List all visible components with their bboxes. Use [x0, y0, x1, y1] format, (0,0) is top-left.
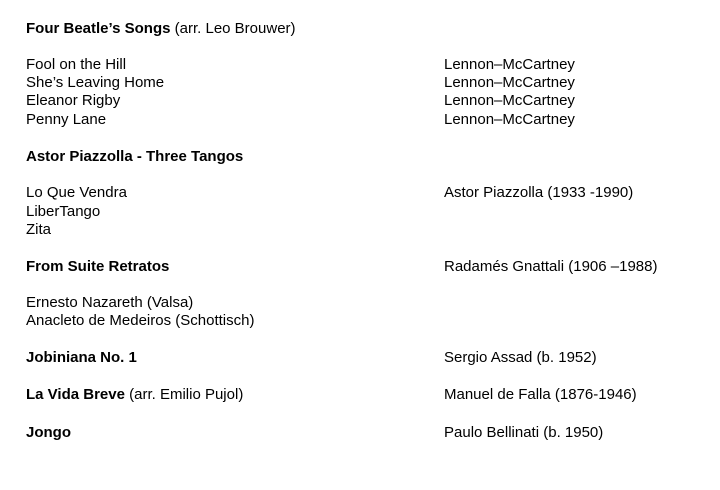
piece-row [26, 311, 706, 330]
section-heading-four-beatles-songs [26, 19, 706, 38]
section-heading-jongo [26, 423, 706, 442]
section-composer: Radamés Gnattali (1906 –1988) [444, 258, 658, 275]
section-title: Jobiniana No. 1 [26, 349, 137, 366]
piece-row [26, 91, 706, 110]
piece-title: Penny Lane [26, 111, 107, 128]
section-heading-jobiniana [26, 348, 706, 367]
section-title: Four Beatle’s Songs [26, 20, 171, 37]
section-title: Jongo [26, 424, 71, 441]
piece-title: Fool on the Hill [26, 56, 127, 73]
piece-row [26, 110, 706, 129]
section-composer: Sergio Assad (b. 1952) [444, 349, 597, 366]
piece-title: She’s Leaving Home [26, 74, 165, 91]
piece-row [26, 55, 706, 74]
piece-composer: Lennon–McCartney [444, 74, 575, 91]
piece-composer: Lennon–McCartney [444, 92, 575, 109]
piece-row [26, 202, 706, 221]
piece-title: Eleanor Rigby [26, 92, 121, 109]
section-heading-la-vida-breve [26, 385, 706, 404]
section-heading-three-tangos [26, 147, 706, 166]
piece-title: Lo Que Vendra [26, 184, 127, 201]
section-composer: Paulo Bellinati (b. 1950) [444, 424, 604, 441]
section-arrangement-note: (arr. Leo Brouwer) [170, 20, 296, 37]
section-title: La Vida Breve [26, 386, 125, 403]
piece-row [26, 293, 706, 312]
piece-row [26, 183, 706, 202]
piece-composer: Lennon–McCartney [444, 56, 575, 73]
section-heading-suite-retratos [26, 257, 706, 276]
piece-title: LiberTango [26, 203, 101, 220]
piece-row [26, 73, 706, 92]
piece-title: Ernesto Nazareth (Valsa) [26, 294, 194, 311]
piece-composer: Astor Piazzolla (1933 -1990) [444, 184, 634, 201]
piece-title: Anacleto de Medeiros (Schottisch) [26, 312, 255, 329]
section-title: Astor Piazzolla - Three Tangos [26, 148, 244, 165]
piece-row [26, 220, 706, 239]
piece-title: Zita [26, 221, 52, 238]
section-composer: Manuel de Falla (1876-1946) [444, 386, 637, 403]
section-title: From Suite Retratos [26, 258, 170, 275]
section-arrangement-note: (arr. Emilio Pujol) [124, 386, 244, 403]
piece-composer: Lennon–McCartney [444, 111, 575, 128]
